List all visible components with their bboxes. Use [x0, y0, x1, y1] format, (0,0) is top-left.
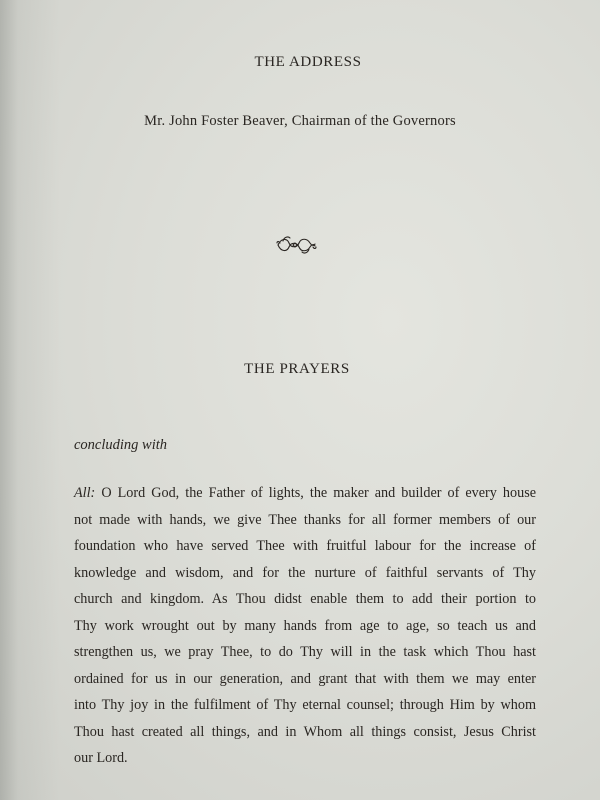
prayer-line: church and kingdom. As Thou didst enable them to add their portion to — [74, 591, 536, 607]
prayers-intro: concluding with — [74, 437, 168, 453]
prayer-line: ordained for us in our generation, and grant that with them we may enter — [74, 670, 536, 687]
prayer-line: our Lord. — [74, 750, 128, 766]
prayers-heading: THE PRAYERS — [244, 361, 350, 377]
prayer-line: knowledge and wisdom, and for the nurture of faithful servants of Thy — [74, 564, 536, 581]
prayer-line-text: O Lord God, the Father of lights, the maker and builder of every house — [101, 485, 537, 501]
prayer-line: not made with hands, we give Thee thanks for all former members of our — [74, 511, 536, 528]
prayer-line — [74, 480, 536, 507]
prayer-line: strengthen us, we pray Thee, to do Thy will in the task which Thou hast — [74, 644, 536, 660]
prayer-line: Thou hast created all things, and in Whom all things consist, Jesus Christ — [74, 723, 536, 740]
prayer-line: foundation who have served Thee with fruitful labour for the increase of — [74, 538, 536, 554]
prayer-text — [74, 480, 536, 772]
prayer-line: into Thy joy in the fulfilment of Thy eternal counsel; through Him by whom — [74, 697, 536, 713]
address-heading: THE ADDRESS — [254, 54, 362, 70]
prayer-line: Thy work wrought out by many hands from age to age, so teach us and — [74, 617, 536, 634]
flourish-ornament-icon — [275, 232, 317, 258]
respondent-label: All: — [74, 485, 96, 501]
speaker-line: Mr. John Foster Beaver, Chairman of the Governors — [144, 113, 456, 129]
